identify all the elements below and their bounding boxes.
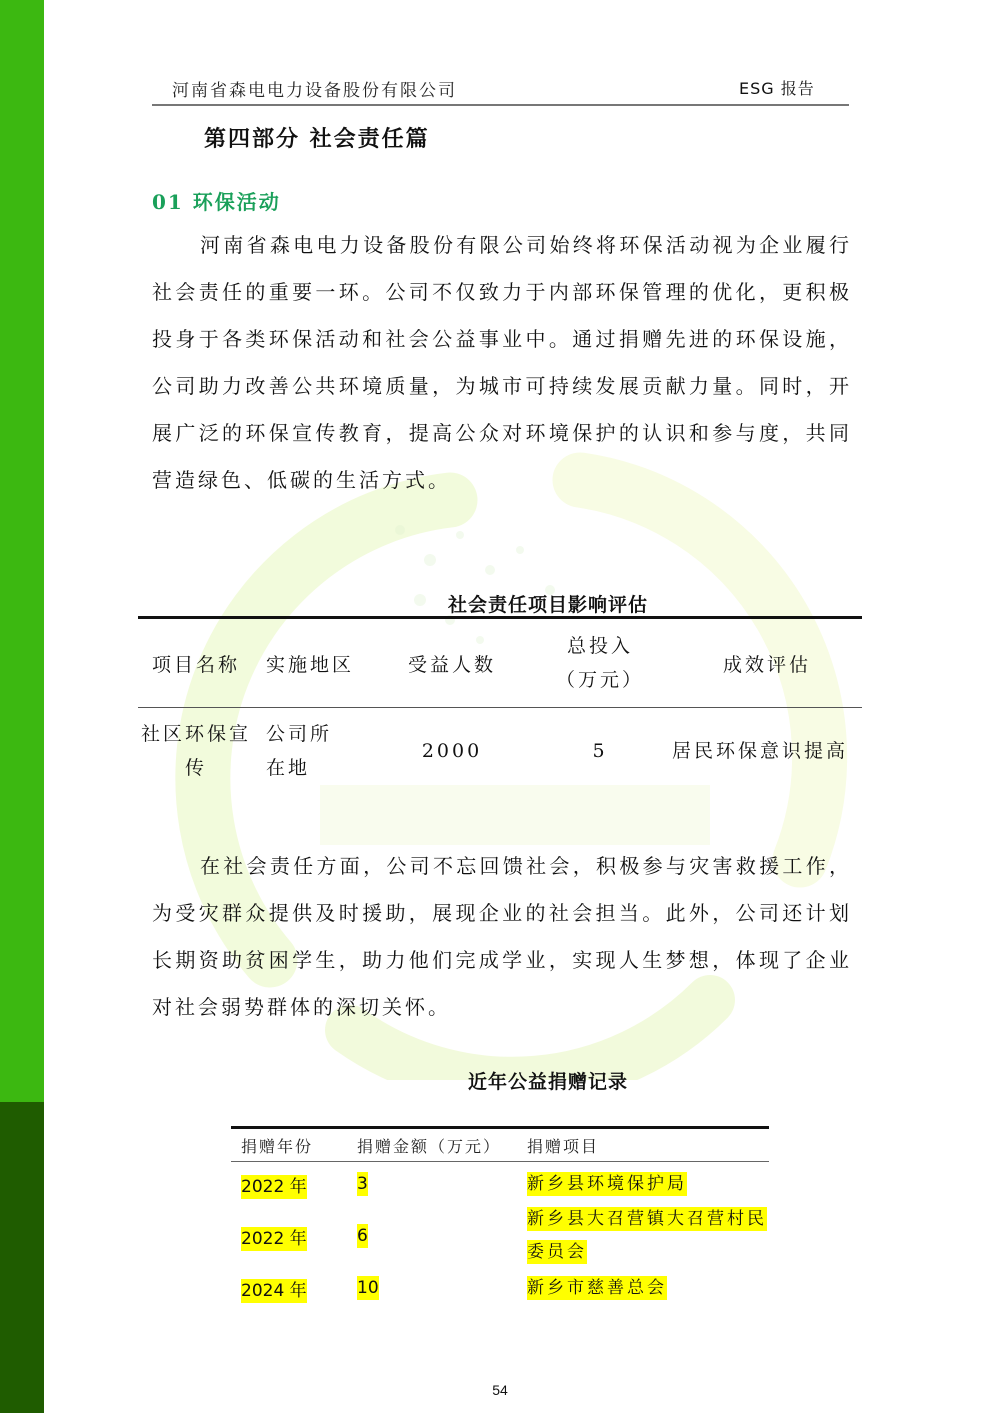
header-project-name: 项目名称 [151,653,240,676]
paragraph-text: 河南省森电电力设备股份有限公司始终将环保活动视为企业履行社会责任的重要一环。公司不仅致力于内部环保管理的优化，更积极投身于各类环保活动和社会公益事业中。通过捐赠先进的环保设施，公司助力改善公共环境质量，为城市可持续发展贡献力量。同时，开展广泛的环保宣传教育，提高公众对环境保护的认识和参与度，共同营造绿色、低碳的生活方式。 [152,233,852,492]
cell-amount: 10 [357,1278,379,1298]
cell-project: 新乡县环境保护局 [527,1173,687,1194]
cell-project: 新乡县大召营镇大召营村民委员会 [527,1209,767,1262]
header-amount: 捐赠金额（万元） [357,1136,502,1156]
header-report-label: ESG 报告 [739,79,815,98]
table-row [231,1162,769,1206]
table-row [231,1266,769,1310]
cell-investment: 5 [592,740,608,762]
cell-project-name: 社区环保宣传 [140,723,251,779]
cell-beneficiaries: 2000 [421,740,483,762]
section-title: 01 环保活动 [152,190,281,214]
cell-evaluation: 居民环保意识提高 [672,740,849,762]
cell-year: 2022 年 [241,1228,307,1249]
cell-project: 新乡市慈善总会 [527,1277,667,1298]
header-region: 实施地区 [266,653,355,676]
paragraph-social [152,843,852,1031]
impact-table-title: 社会责任项目影响评估 [447,594,648,616]
donation-table-header [231,1129,769,1162]
donation-table [231,1126,769,1310]
cell-year: 2022 年 [241,1176,307,1197]
header-investment-line1: 总投入 [566,635,633,657]
impact-table [138,616,862,794]
cell-amount: 3 [357,1174,368,1194]
cell-amount: 6 [357,1226,368,1246]
side-band-bottom [0,1102,44,1413]
header-company-name: 河南省森电电力设备股份有限公司 [172,81,457,101]
donation-table-title: 近年公益捐赠记录 [467,1071,628,1093]
table-row [231,1206,769,1266]
header-investment-line2: （万元） [555,669,644,691]
header-evaluation: 成效评估 [722,653,811,676]
paragraph-text: 在社会责任方面，公司不忘回馈社会，积极参与灾害救援工作，为受灾群众提供及时援助，展现企业的社会担当。此外，公司还计划长期资助贫困学生，助力他们完成学业，实现人生梦想，体现了企业对社会弱势群体的深切关怀。 [152,854,852,1019]
page-header [152,72,849,106]
side-band-top [0,0,44,1102]
cell-region: 公司所在地 [266,723,333,779]
paragraph-environmental [152,222,852,504]
page-number: 54 [492,1382,508,1398]
header-year: 捐赠年份 [241,1136,314,1156]
header-beneficiaries: 受益人数 [407,653,496,676]
header-investment [530,629,670,697]
impact-table-header [138,619,862,708]
part-title: 第四部分 社会责任篇 [204,126,430,152]
header-project: 捐赠项目 [527,1136,600,1156]
cell-year: 2024 年 [241,1280,307,1301]
table-row [138,708,862,794]
